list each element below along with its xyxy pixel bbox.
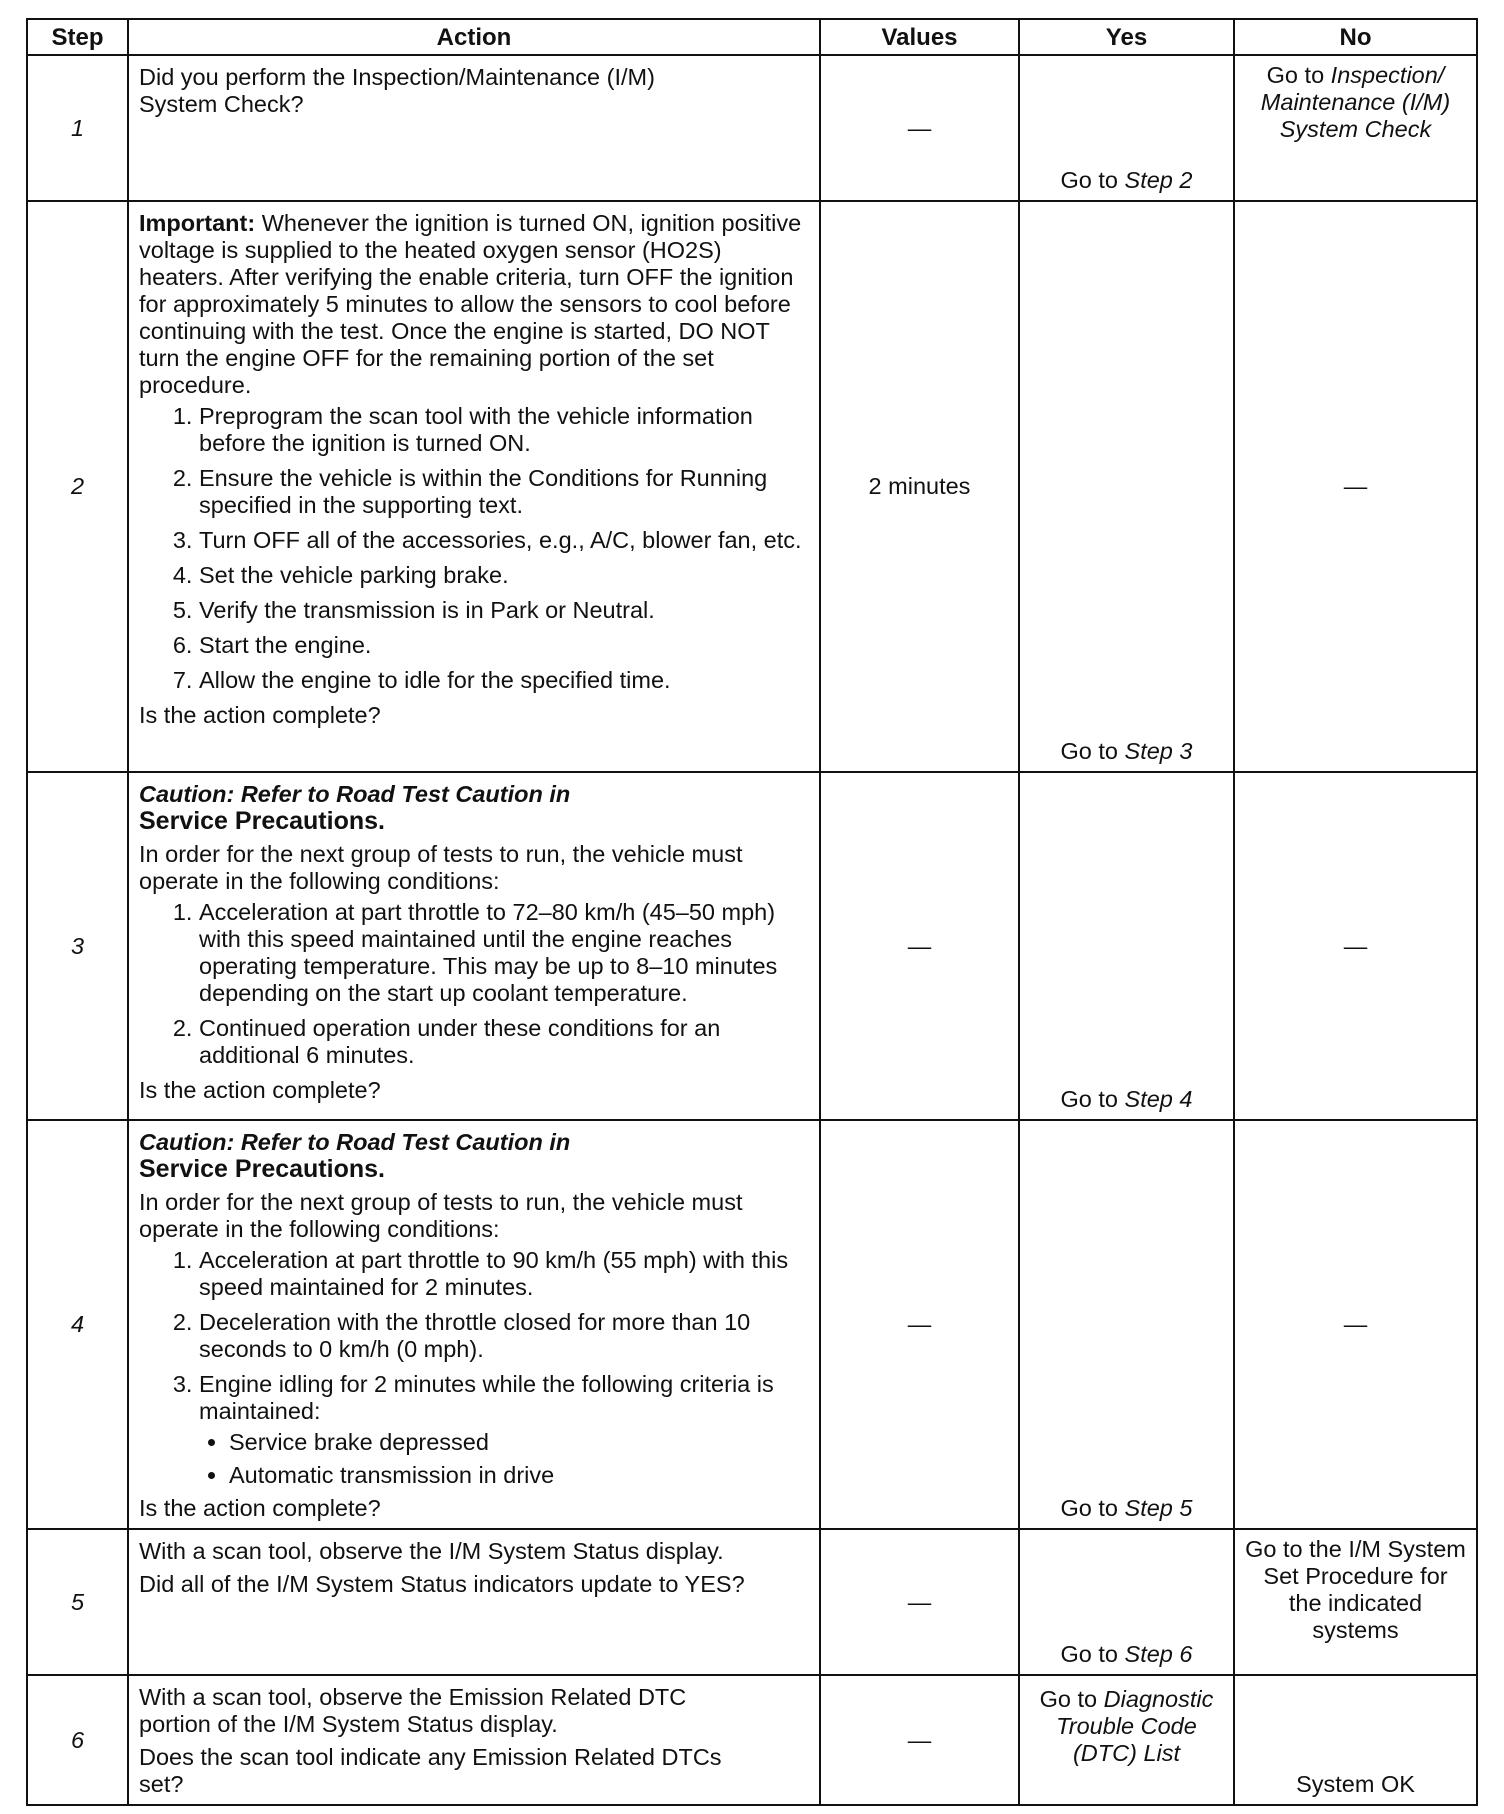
list-item: 7. Allow the engine to idle for the specified time.: [199, 667, 807, 694]
list-item: 2. Deceleration with the throttle closed for more than 10 seconds to 0 km/h (0 mph).: [199, 1309, 807, 1363]
value-cell: 2 minutes: [820, 201, 1019, 772]
list-item: 1. Acceleration at part throttle to 72–80 km/h (45–50 mph) with this speed maintained until the engine reaches operating temperature. This may be up to 8–10 minutes depending on the start up coolant temperature.: [199, 899, 807, 1007]
action-text: Did you perform the Inspection/Maintenance (I/M) System Check?: [139, 64, 655, 117]
yes-prefix: Go to: [1039, 1686, 1104, 1712]
caution-text: Caution: Refer to Road Test Caution in: [139, 1129, 571, 1155]
intro-text: In order for the next group of tests to run, the vehicle must operate in the following conditions:: [139, 841, 743, 894]
no-cell: [1234, 55, 1477, 201]
list-item: 4. Set the vehicle parking brake.: [199, 562, 807, 589]
action-cell: [128, 772, 820, 1120]
header-action: Action: [128, 19, 820, 55]
table-row: [27, 1675, 1477, 1805]
list-item: 1. Acceleration at part throttle to 90 km/h (55 mph) with this speed maintained for 2 minutes.: [199, 1247, 807, 1301]
important-note: [139, 210, 807, 399]
action-cell: [128, 1120, 820, 1529]
list-item: 2. Ensure the vehicle is within the Conditions for Running specified in the supporting text.: [199, 465, 807, 519]
table-row: [27, 772, 1477, 1120]
yes-cell: [1019, 1120, 1234, 1529]
step-number: 3: [27, 772, 128, 1120]
step-number: 4: [27, 1120, 128, 1529]
yes-link[interactable]: Step 2: [1124, 167, 1193, 193]
diagnostic-table: [26, 18, 1478, 1806]
action-text: With a scan tool, observe the Emission Related DTC portion of the I/M System Status display.: [139, 1684, 687, 1737]
question-text: Is the action complete?: [139, 1077, 381, 1103]
procedure-list: [139, 1247, 807, 1425]
yes-prefix: Go to: [1060, 167, 1125, 193]
step-number: 1: [27, 55, 128, 201]
header-row: [27, 19, 1477, 55]
yes-link[interactable]: Step 3: [1124, 738, 1193, 764]
action-text: With a scan tool, observe the I/M System Status display.: [139, 1538, 724, 1564]
value-cell: —: [820, 1120, 1019, 1529]
criteria-list: [139, 1429, 807, 1489]
header-values: Values: [820, 19, 1019, 55]
action-cell: [128, 55, 820, 201]
step-number: 6: [27, 1675, 128, 1805]
yes-link[interactable]: Step 6: [1124, 1641, 1193, 1667]
no-cell[interactable]: Go to the I/M System Set Procedure for the indicated systems: [1234, 1529, 1477, 1675]
procedure-list: [139, 403, 807, 694]
precaution-link[interactable]: Service Precautions.: [139, 1155, 385, 1183]
action-cell: [128, 1529, 820, 1675]
action-cell: [128, 201, 820, 772]
no-cell: —: [1234, 772, 1477, 1120]
procedure-list: [139, 899, 807, 1069]
list-item-text: Engine idling for 2 minutes while the following criteria is maintained:: [199, 1371, 774, 1424]
yes-cell: [1019, 55, 1234, 201]
precaution-link[interactable]: Service Precautions.: [139, 807, 385, 835]
table-row: [27, 201, 1477, 772]
yes-cell: [1019, 1675, 1234, 1805]
value-cell: —: [820, 1675, 1019, 1805]
table-row: [27, 55, 1477, 201]
table-row: [27, 1120, 1477, 1529]
intro-text: In order for the next group of tests to run, the vehicle must operate in the following conditions:: [139, 1189, 743, 1242]
bullet-item: • Automatic transmission in drive: [229, 1462, 807, 1489]
important-label: Important:: [139, 210, 256, 236]
value-cell: —: [820, 55, 1019, 201]
yes-link[interactable]: Step 4: [1124, 1086, 1193, 1112]
step-number: 5: [27, 1529, 128, 1675]
yes-prefix: Go to: [1060, 738, 1125, 764]
no-prefix: Go to: [1266, 62, 1331, 88]
header-step: Step: [27, 19, 128, 55]
list-item: 5. Verify the transmission is in Park or Neutral.: [199, 597, 807, 624]
list-item: 2. Continued operation under these conditions for an additional 6 minutes.: [199, 1015, 807, 1069]
list-item: 6. Start the engine.: [199, 632, 807, 659]
question-text: Is the action complete?: [139, 1495, 381, 1521]
no-cell: —: [1234, 201, 1477, 772]
value-cell: —: [820, 1529, 1019, 1675]
question-text: Does the scan tool indicate any Emission Related DTCs set?: [139, 1744, 722, 1797]
list-item: [199, 1371, 807, 1425]
yes-cell: [1019, 201, 1234, 772]
yes-cell: [1019, 772, 1234, 1120]
list-item: 3. Turn OFF all of the accessories, e.g., A/C, blower fan, etc.: [199, 527, 807, 554]
list-item: 1. Preprogram the scan tool with the vehicle information before the ignition is turned ON.: [199, 403, 807, 457]
action-cell: [128, 1675, 820, 1805]
caution-text: Caution: Refer to Road Test Caution in: [139, 781, 571, 807]
yes-prefix: Go to: [1060, 1641, 1125, 1667]
important-text: Whenever the ignition is turned ON, ignition positive voltage is supplied to the heated oxygen sensor (HO2S) heaters. After verifying the enable criteria, turn OFF the ignition for approximately 5 minutes to allow the sensors to cool before continuing with the test. Once the engine is started, DO NOT turn the engine OFF for the remaining portion of the set procedure.: [139, 210, 802, 398]
question-text: Did all of the I/M System Status indicators update to YES?: [139, 1571, 745, 1597]
no-cell: —: [1234, 1120, 1477, 1529]
yes-link[interactable]: Diagnostic Trouble Code (DTC) List: [1056, 1686, 1214, 1766]
yes-link[interactable]: Step 5: [1124, 1495, 1193, 1521]
yes-prefix: Go to: [1060, 1495, 1125, 1521]
value-cell: —: [820, 772, 1019, 1120]
no-cell: System OK: [1234, 1675, 1477, 1805]
header-yes: Yes: [1019, 19, 1234, 55]
bullet-item: • Service brake depressed: [229, 1429, 807, 1456]
yes-cell: [1019, 1529, 1234, 1675]
step-number: 2: [27, 201, 128, 772]
table-row: [27, 1529, 1477, 1675]
question-text: Is the action complete?: [139, 702, 381, 728]
no-link[interactable]: Inspection/ Maintenance (I/M) System Check: [1260, 62, 1451, 142]
header-no: No: [1234, 19, 1477, 55]
yes-prefix: Go to: [1060, 1086, 1125, 1112]
